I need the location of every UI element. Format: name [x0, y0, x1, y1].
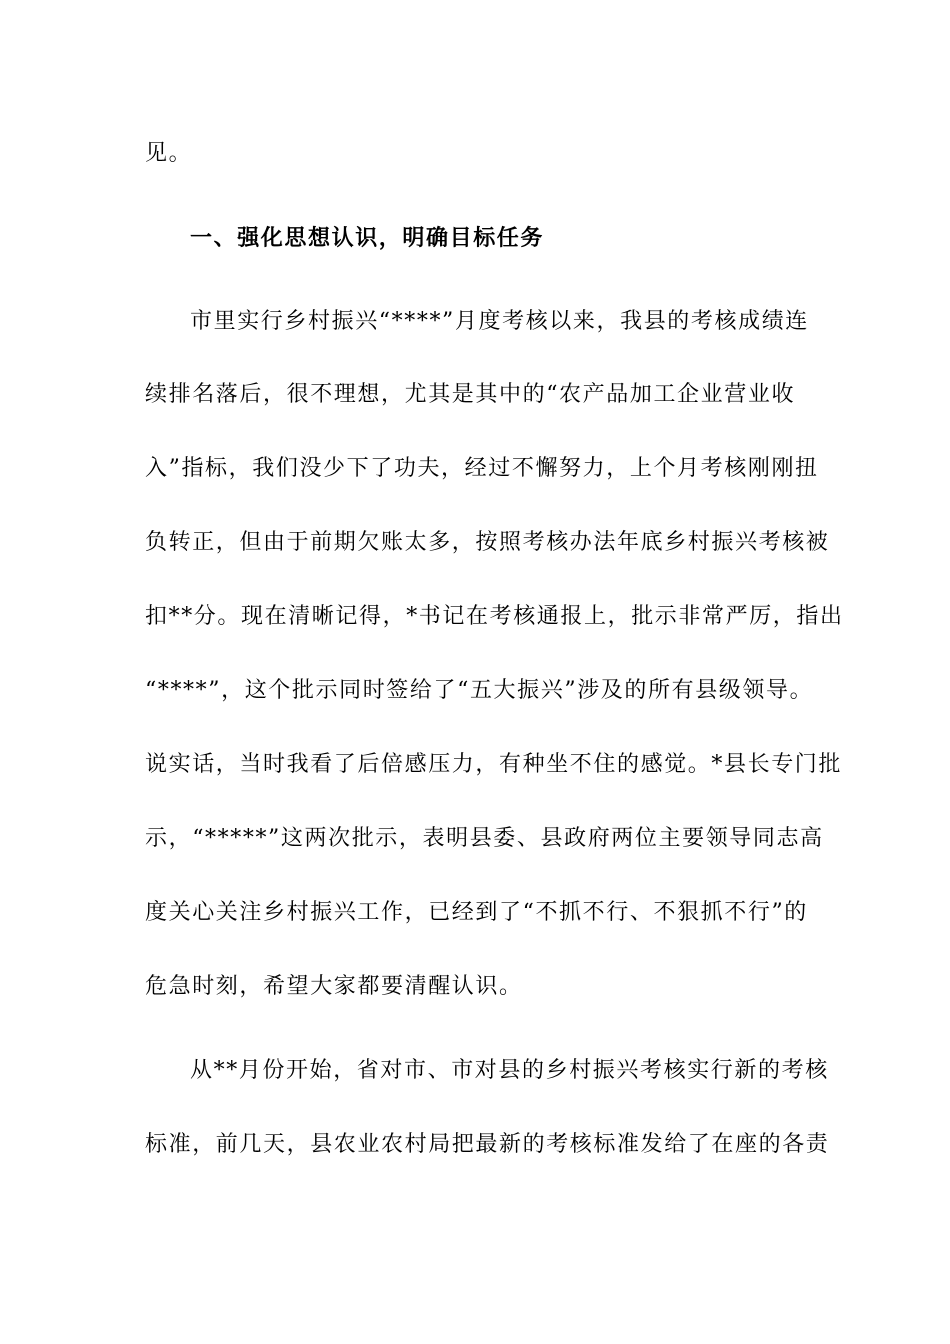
text-line: 危急时刻，希望大家都要清醒认识。: [145, 974, 523, 999]
text-line: 示，“*****”这两次批示，表明县委、县政府两位主要领导同志高: [145, 826, 824, 851]
text-line: “****”，这个批示同时签给了“五大振兴”涉及的所有县级领导。: [145, 678, 814, 703]
text-line: 负转正，但由于前期欠账太多，按照考核办法年底乡村振兴考核被: [145, 530, 830, 555]
text-line: 标准，前几天，县农业农村局把最新的考核标准发给了在座的各责: [145, 1132, 830, 1157]
text-line: 扣**分。现在清晰记得，*书记在考核通报上，批示非常严厉，指出: [145, 604, 844, 629]
section-heading: 一、强化思想认识，明确目标任务: [190, 225, 545, 251]
text-line: 从**月份开始，省对市、市对县的乡村振兴考核实行新的考核: [190, 1058, 829, 1083]
text-line: 见。: [145, 141, 193, 166]
text-line: 度关心关注乡村振兴工作，已经到了“不抓不行、不狠抓不行”的: [145, 900, 808, 925]
text-line: 续排名落后，很不理想，尤其是其中的“农产品加工企业营业收: [145, 382, 796, 407]
text-line: 入”指标，我们没少下了功夫，经过不懈努力，上个月考核刚刚扭: [145, 456, 819, 481]
text-line: 市里实行乡村振兴“****”月度考核以来，我县的考核成绩连: [190, 309, 809, 334]
text-line: 说实话，当时我看了后倍感压力，有种坐不住的感觉。*县长专门批: [145, 752, 843, 777]
